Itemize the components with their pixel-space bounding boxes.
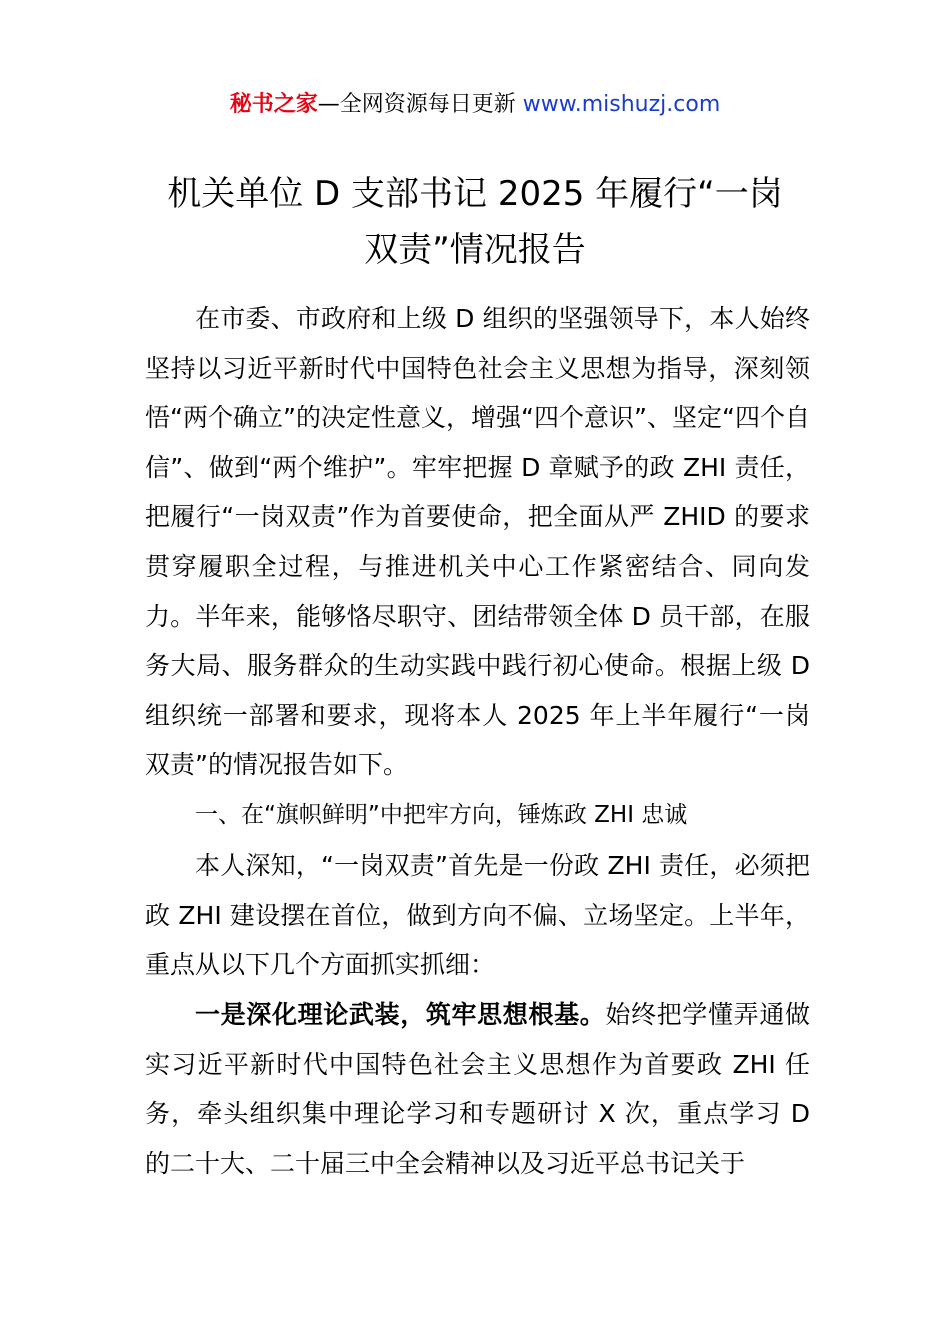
brand-name: 秘书之家 (229, 92, 318, 117)
point-one-text: 始终把学懂弄通做实习近平新时代中国特色社会主义思想作为首要政 ZHI 任务，牵头组织集中理论学习和专题研讨 X 次，重点学习 D 的二十大、二十届三中全会精神以及习近平总书记关于 (145, 1000, 810, 1178)
section1-paragraph: 本人深知，“一岗双责”首先是一份政 ZHI 责任，必须把政 ZHI 建设摆在首位，做到方向不偏、立场坚定。上半年，重点从以下几个方面抓实抓细： (145, 851, 810, 980)
title-line-1: 机关单位 D 支部书记 2025 年履行“一岗 (167, 174, 783, 214)
document-title (100, 166, 850, 278)
header-tagline: 全网资源每日更新 (339, 92, 516, 117)
intro-paragraph: 在市委、市政府和上级 D 组织的坚强领导下，本人始终坚持以习近平新时代中国特色社会主义思想为指导，深刻领悟“两个确立”的决定性意义，增强“四个意识”、坚定“四个自信”、做到“两个维护”。牢牢把握 D 章赋予的政 ZHI 责任，把履行“一岗双责”作为首要使命，把全面从严 ZHID 的要求贯穿履职全过程，与推进机关中心工作紧密结合、同向发力。半年来，能够恪尽职守、团结带领全体 D 员干部，在服务大局、服务群众的生动实践中践行初心使命。根据上级 D 组织统一部署和要求，现将本人 2025 年上半年履行“一岗双责”的情况报告如下。 (145, 304, 810, 780)
site-header (0, 88, 950, 122)
header-dash: — (317, 92, 340, 117)
point-one-paragraph (145, 990, 810, 1188)
section-heading-1: 一、在“旗帜鲜明”中把牢方向，锤炼政 ZHI 忠诚 (195, 802, 688, 828)
site-url-link[interactable]: www.mishuzj.com (522, 92, 721, 117)
point-one-lead: 一是深化理论武装，筑牢思想根基。 (195, 1000, 606, 1029)
title-line-2: 双责”情况报告 (364, 230, 586, 270)
